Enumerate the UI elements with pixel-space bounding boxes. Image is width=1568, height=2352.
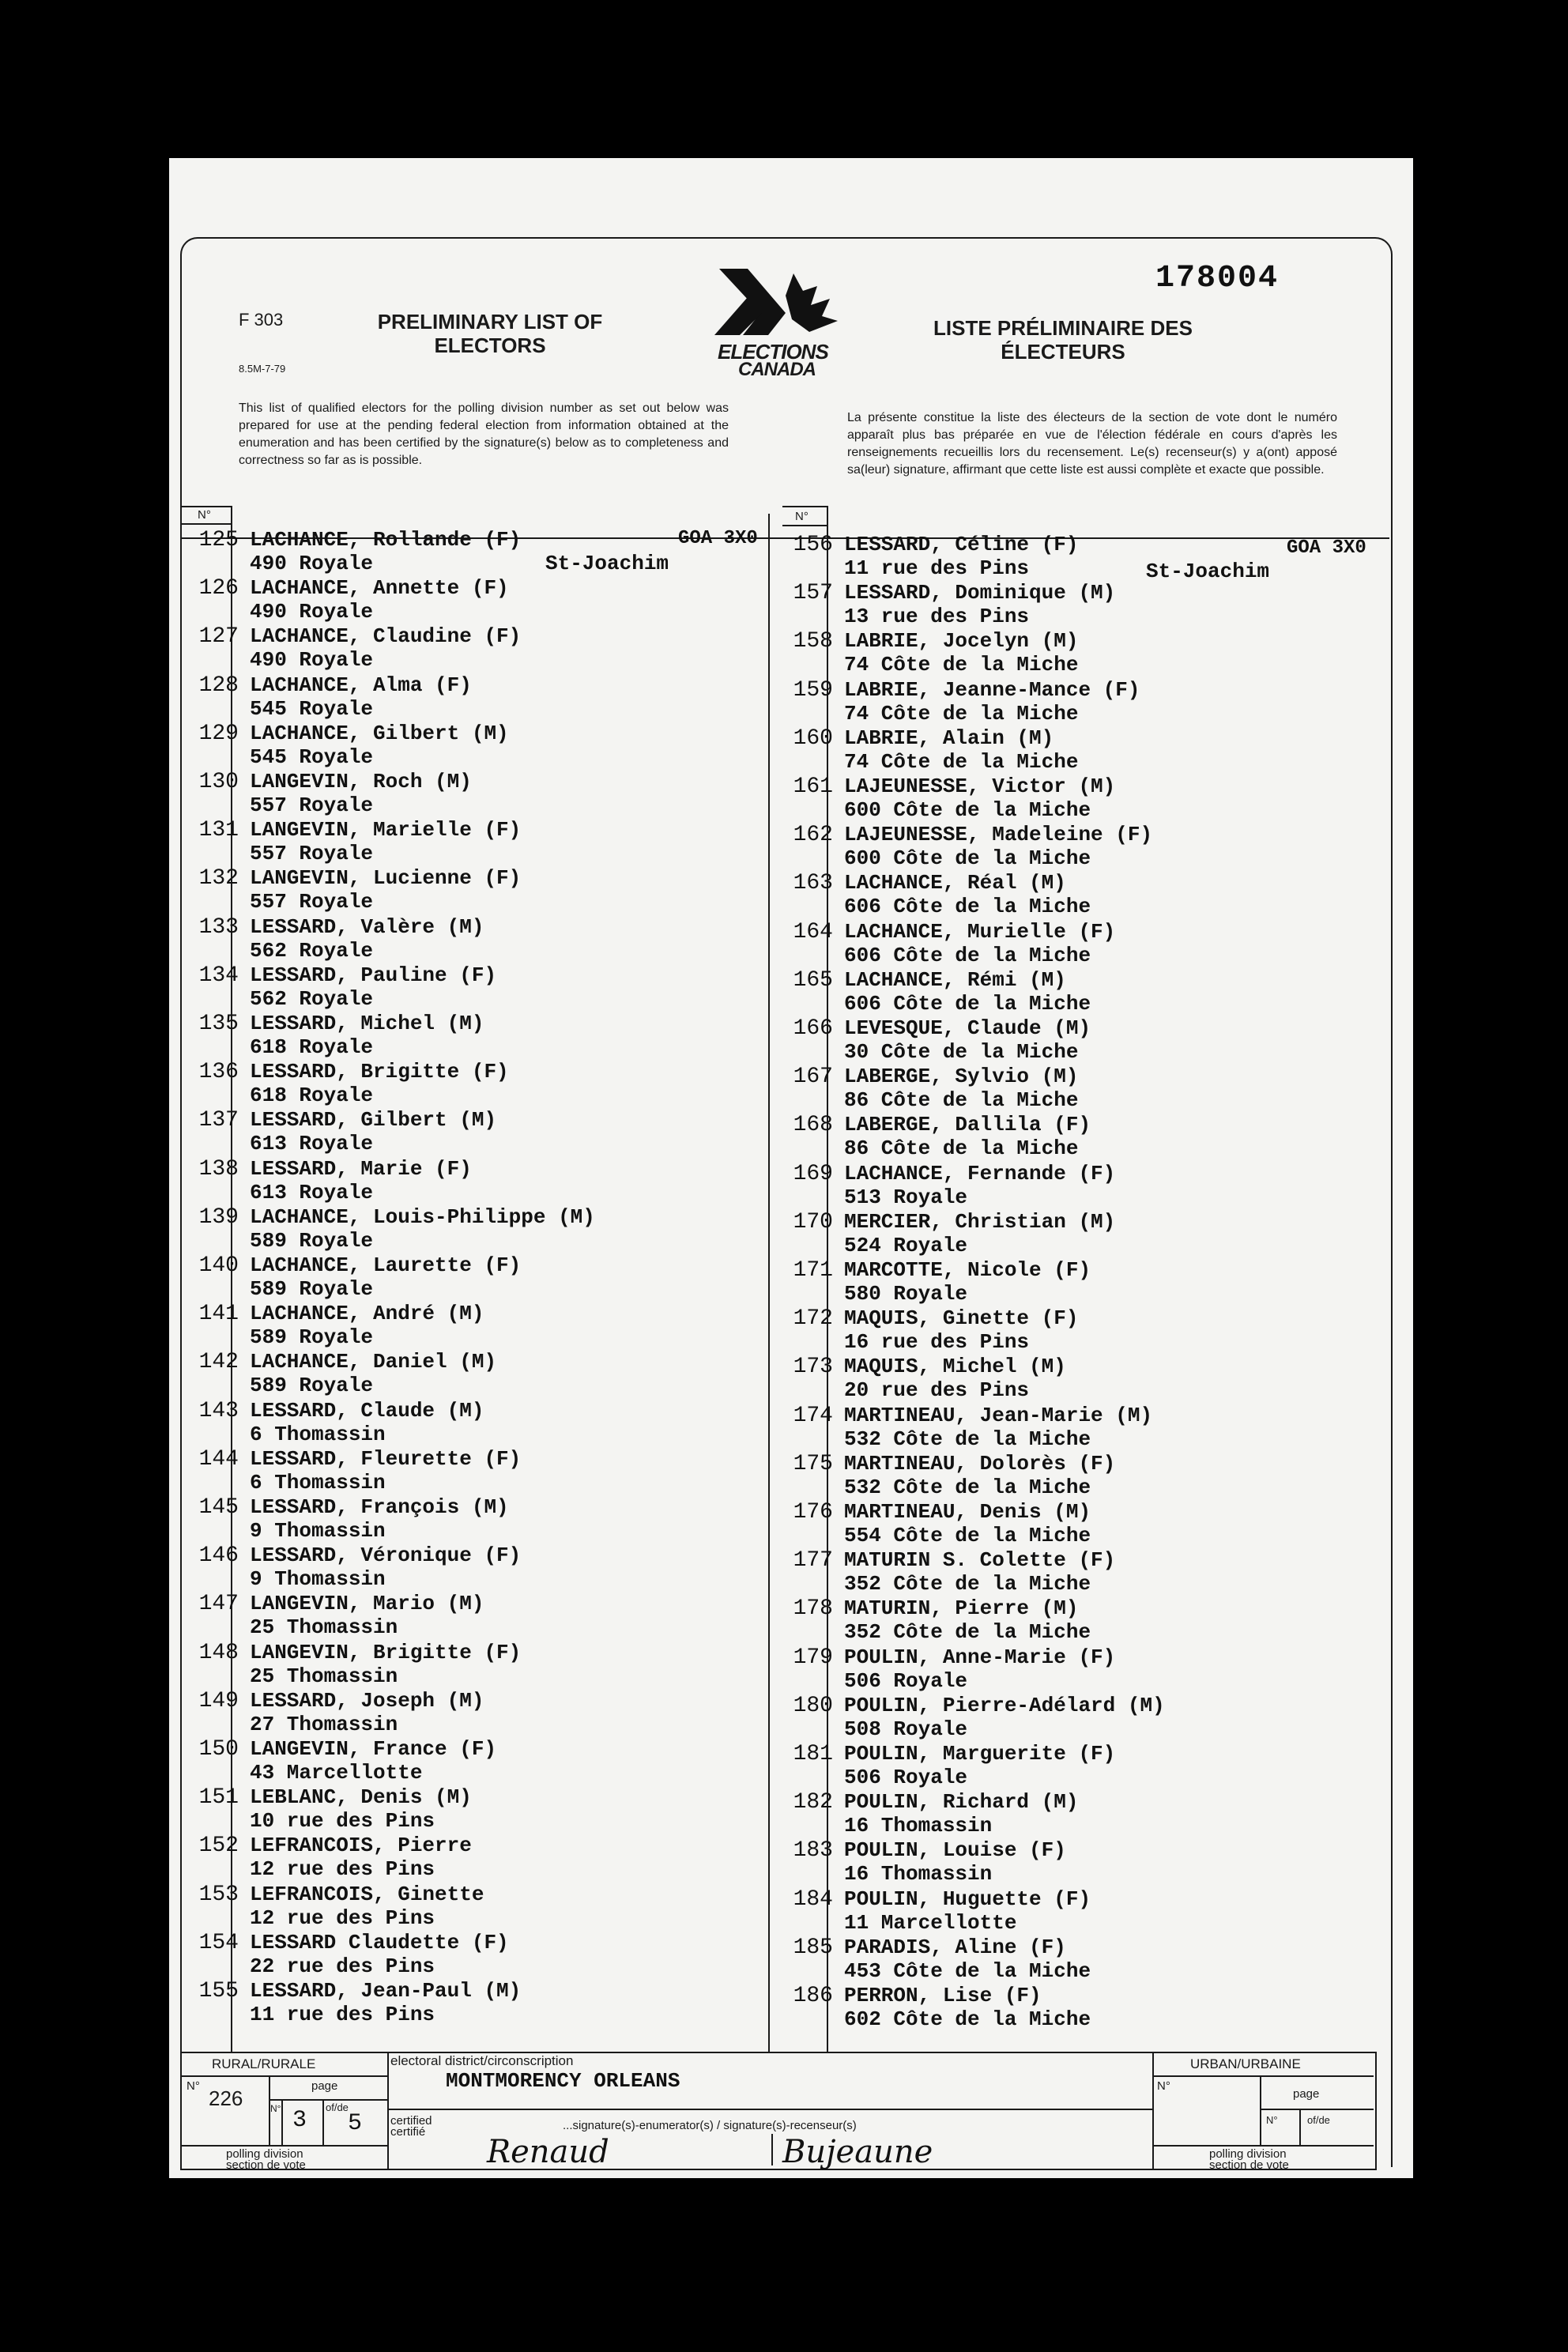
elector-number: 141 — [198, 1302, 239, 1327]
elector-number: 154 — [198, 1930, 239, 1955]
right-municipality: St-Joachim — [1146, 560, 1270, 583]
elector-name: LANGEVIN, Mario (M) — [250, 1592, 484, 1616]
elector-name: LEBLANC, Denis (M) — [250, 1785, 472, 1810]
elector-address: 618 Royale — [250, 1035, 374, 1059]
right-numhdr-top — [782, 506, 827, 507]
elector-name: LACHANCE, Annette (F) — [250, 576, 509, 601]
elector-address: 589 Royale — [250, 1325, 374, 1350]
elector-number: 177 — [793, 1548, 833, 1574]
elector-name: LABERGE, Dallila (F) — [844, 1113, 1091, 1137]
elector-address: 13 rue des Pins — [844, 605, 1030, 629]
elector-number: 169 — [793, 1161, 833, 1186]
rural-polling-label-2: section de vote — [226, 2158, 306, 2172]
elector-name: MARTINEAU, Jean-Marie (M) — [844, 1403, 1153, 1427]
left-num-header: N° — [198, 508, 211, 522]
rural-no-label: N° — [187, 2079, 200, 2093]
elector-address: 613 Royale — [250, 1180, 374, 1204]
elector-address: 490 Royale — [250, 600, 374, 624]
elector-number: 170 — [793, 1209, 833, 1234]
elector-number: 134 — [198, 963, 239, 988]
elector-address: 25 Thomassin — [250, 1615, 398, 1640]
elector-name: LESSARD, Fleurette (F) — [250, 1446, 522, 1471]
elector-name: POULIN, Anne-Marie (F) — [844, 1645, 1116, 1669]
elector-name: LACHANCE, André (M) — [250, 1302, 484, 1326]
elector-name: LABRIE, Jeanne-Mance (F) — [844, 677, 1140, 702]
elector-name: MATURIN, Pierre (M) — [844, 1596, 1079, 1621]
elector-address: 490 Royale — [250, 552, 374, 575]
elector-name: LAJEUNESSE, Victor (M) — [844, 775, 1116, 798]
elector-address: 12 rue des Pins — [250, 1905, 435, 1930]
elector-number: 131 — [198, 818, 239, 843]
elector-number: 136 — [198, 1060, 239, 1085]
elector-address: 613 Royale — [250, 1132, 374, 1156]
elector-name: LANGEVIN, France (F) — [250, 1737, 497, 1761]
intro-english: This list of qualified electors for the polling division number as set out below was prepared for use at the pending federal election from information obtained at the enumeration and has been certified by the signature(s) below as to completeness and correctness so far as is possible. — [239, 401, 729, 467]
elector-address: 9 Thomassin — [250, 1519, 386, 1543]
elector-name: LAJEUNESSE, Madeleine (F) — [844, 823, 1153, 847]
elector-number: 164 — [793, 919, 833, 944]
footer-rule-rural-top — [180, 2075, 387, 2077]
elector-number: 145 — [198, 1495, 239, 1520]
elector-number: 180 — [793, 1693, 833, 1718]
elector-number: 127 — [198, 624, 239, 650]
elector-name: LACHANCE, Daniel (M) — [250, 1350, 497, 1374]
elector-number: 171 — [793, 1258, 833, 1283]
elector-number: 157 — [793, 581, 833, 606]
elector-address: 352 Côte de la Miche — [844, 1620, 1091, 1645]
elector-address: 6 Thomassin — [250, 1470, 386, 1494]
elector-address: 532 Côte de la Miche — [844, 1427, 1091, 1451]
elector-number: 159 — [793, 677, 833, 703]
title-french: LISTE PRÉLIMINAIRE DES ÉLECTEURS — [933, 316, 1193, 364]
elector-address: 25 Thomassin — [250, 1664, 398, 1688]
elector-name: MAQUIS, Ginette (F) — [844, 1306, 1079, 1331]
elector-name: LESSARD, Valère (M) — [250, 914, 484, 939]
elector-number: 142 — [198, 1350, 239, 1375]
elector-address: 524 Royale — [844, 1233, 968, 1257]
elector-name: MAQUIS, Michel (M) — [844, 1355, 1066, 1379]
logo-text-elections: ELECTIONS — [718, 340, 828, 364]
elector-number: 151 — [198, 1785, 239, 1811]
elector-name: LACHANCE, Louis-Philippe (M) — [250, 1204, 595, 1229]
elector-number: 161 — [793, 775, 833, 799]
elector-name: MATURIN S. Colette (F) — [844, 1548, 1116, 1573]
urban-no-label: N° — [1157, 2079, 1170, 2093]
footer-rule-rural-page — [281, 2099, 283, 2145]
elector-name: PARADIS, Aline (F) — [844, 1935, 1066, 1959]
elector-address: 618 Royale — [250, 1084, 374, 1108]
elector-name: LANGEVIN, Roch (M) — [250, 770, 472, 793]
elector-number: 147 — [198, 1592, 239, 1617]
elector-number: 181 — [793, 1742, 833, 1766]
elector-address: 513 Royale — [844, 1185, 968, 1209]
elector-number: 138 — [198, 1156, 239, 1182]
elector-number: 140 — [198, 1253, 239, 1278]
elector-address: 557 Royale — [250, 890, 374, 914]
elector-name: LEFRANCOIS, Ginette — [250, 1882, 484, 1906]
elector-name: LABRIE, Alain (M) — [844, 726, 1054, 750]
elector-address: 532 Côte de la Miche — [844, 1475, 1091, 1499]
elector-number: 153 — [198, 1882, 239, 1907]
elector-name: LESSARD, François (M) — [250, 1495, 509, 1519]
left-postal-code: GOA 3X0 — [678, 528, 758, 549]
elector-number: 146 — [198, 1544, 239, 1569]
elector-number: 132 — [198, 866, 239, 891]
elector-number: 149 — [198, 1688, 239, 1713]
serial-number: 178004 — [1155, 261, 1280, 296]
elector-number: 166 — [793, 1016, 833, 1041]
elector-name: POULIN, Huguette (F) — [844, 1886, 1091, 1911]
urban-page-label: page — [1293, 2087, 1320, 2101]
elector-name: LACHANCE, Fernande (F) — [844, 1161, 1116, 1185]
elector-number: 160 — [793, 726, 833, 751]
elector-address: 11 Marcellotte — [844, 1910, 1017, 1935]
elector-name: LANGEVIN, Marielle (F) — [250, 818, 522, 842]
elector-address: 11 rue des Pins — [250, 2003, 435, 2026]
elector-name: LESSARD, Dominique (M) — [844, 581, 1116, 605]
elector-name: LABERGE, Sylvio (M) — [844, 1065, 1079, 1089]
certified-label-en: certified — [390, 2114, 432, 2128]
elector-address: 557 Royale — [250, 842, 374, 866]
urban-of-label: of/de — [1307, 2114, 1330, 2126]
elector-number: 184 — [793, 1886, 833, 1912]
elector-number: 155 — [198, 1979, 239, 2003]
footer-rule-urban-of — [1299, 2109, 1301, 2145]
left-numhdr-bottom — [180, 523, 231, 525]
intro-french: La présente constitue la liste des électeurs de la section de vote dont le numéro apparaît plus bas préparée en vue de l'élection fédérale en cours d'après les renseignements recueillis lors du recensement. Le(s) recenseur(s) y a(ont) apposé sa(leur) signature, affirmant que cette liste est aussi complète et exacte que possible. — [847, 411, 1337, 477]
signature-enumerator-1: Renaud — [487, 2134, 609, 2170]
elector-number: 135 — [198, 1012, 239, 1036]
rural-page-label: page — [311, 2079, 338, 2093]
elector-number: 148 — [198, 1640, 239, 1665]
elector-name: POULIN, Marguerite (F) — [844, 1742, 1116, 1766]
elector-number: 174 — [793, 1403, 833, 1428]
left-municipality: St-Joachim — [545, 552, 669, 575]
elector-address: 589 Royale — [250, 1374, 374, 1398]
elector-address: 545 Royale — [250, 744, 374, 769]
elector-address: 12 rue des Pins — [250, 1857, 435, 1882]
elector-number: 162 — [793, 823, 833, 848]
elector-name: LACHANCE, Claudine (F) — [250, 624, 522, 649]
elections-canada-logo — [699, 264, 873, 381]
elector-number: 175 — [793, 1451, 833, 1476]
elector-name: LANGEVIN, Lucienne (F) — [250, 866, 522, 891]
form-revision: 8.5M-7-79 — [239, 363, 286, 375]
elector-number: 163 — [793, 871, 833, 896]
left-numhdr-top — [180, 506, 231, 507]
signature-divider — [771, 2134, 773, 2165]
elector-number: 126 — [198, 576, 239, 601]
elector-address: 74 Côte de la Miche — [844, 701, 1079, 726]
elector-number: 143 — [198, 1398, 239, 1423]
elector-address: 86 Côte de la Miche — [844, 1088, 1079, 1113]
elector-address: 508 Royale — [844, 1717, 968, 1741]
elector-name: LANGEVIN, Brigitte (F) — [250, 1640, 522, 1664]
elector-address: 554 Côte de la Miche — [844, 1524, 1091, 1547]
elector-address: 6 Thomassin — [250, 1422, 386, 1446]
rural-page-no-label: N° — [270, 2103, 281, 2114]
elector-number: 178 — [793, 1596, 833, 1622]
elector-number: 173 — [793, 1355, 833, 1380]
elector-name: MARTINEAU, Dolorès (F) — [844, 1451, 1116, 1476]
elector-number: 144 — [198, 1446, 239, 1472]
elector-name: MARTINEAU, Denis (M) — [844, 1500, 1091, 1524]
elector-name: LESSARD, Gilbert (M) — [250, 1108, 497, 1133]
elector-name: LESSARD, Joseph (M) — [250, 1688, 484, 1713]
elector-address: 27 Thomassin — [250, 1712, 398, 1736]
elector-name: LESSARD, Brigitte (F) — [250, 1060, 509, 1084]
elector-address: 506 Royale — [844, 1766, 968, 1789]
footer-rule-urban-mid — [1152, 2145, 1374, 2147]
elector-name: LESSARD, Michel (M) — [250, 1012, 484, 1035]
elector-address: 490 Royale — [250, 648, 374, 673]
rural-polling-label-1: polling division — [226, 2147, 303, 2161]
page-total: 5 — [348, 2110, 363, 2137]
right-numhdr-bottom — [782, 525, 827, 526]
elector-address: 74 Côte de la Miche — [844, 653, 1079, 677]
elector-name: LACHANCE, Laurette (F) — [250, 1253, 522, 1277]
elector-address: 589 Royale — [250, 1228, 374, 1253]
elector-address: 506 Royale — [844, 1668, 968, 1693]
elector-name: LACHANCE, Rollande (F) — [250, 528, 522, 552]
polling-division-number: 226 — [209, 2086, 243, 2110]
form-code: F 303 — [239, 310, 284, 330]
elector-name: LEVESQUE, Claude (M) — [844, 1016, 1091, 1040]
rural-label: RURAL/RURALE — [212, 2056, 316, 2071]
elector-name: LACHANCE, Rémi (M) — [844, 967, 1066, 992]
elector-name: LESSARD, Pauline (F) — [250, 963, 497, 987]
title-english: PRELIMINARY LIST OF ELECTORS — [377, 310, 603, 357]
elector-name: MERCIER, Christian (M) — [844, 1209, 1116, 1234]
elector-number: 176 — [793, 1500, 833, 1525]
elector-name: LESSARD Claudette (F) — [250, 1930, 509, 1954]
footer-rule-urban-page-h — [1260, 2109, 1374, 2110]
elector-address: 16 Thomassin — [844, 1814, 993, 1838]
urban-polling-label-1: polling division — [1209, 2147, 1287, 2161]
elector-address: 352 Côte de la Miche — [844, 1572, 1091, 1596]
elector-address: 606 Côte de la Miche — [844, 991, 1091, 1016]
elector-number: 158 — [793, 629, 833, 654]
footer-rule-rural-page-h — [269, 2099, 387, 2101]
elector-number: 129 — [198, 721, 239, 746]
elector-name: LESSARD, Claude (M) — [250, 1398, 484, 1423]
elector-address: 580 Royale — [844, 1282, 968, 1306]
footer-rule-urban — [1152, 2052, 1154, 2169]
elector-number: 152 — [198, 1834, 239, 1859]
signature-label: ...signature(s)-enumerator(s) / signature(s)-recenseur(s) — [563, 2119, 857, 2132]
footer-rule-certified — [387, 2109, 1152, 2110]
elector-address: 602 Côte de la Miche — [844, 2007, 1091, 2031]
elector-number: 156 — [793, 533, 833, 557]
elector-name: POULIN, Pierre-Adélard (M) — [844, 1693, 1165, 1717]
elector-address: 545 Royale — [250, 696, 374, 721]
elector-address: 9 Thomassin — [250, 1567, 386, 1592]
logo-text-canada: CANADA — [738, 359, 816, 380]
elector-address: 562 Royale — [250, 938, 374, 963]
elector-number: 182 — [793, 1790, 833, 1815]
elector-name: LESSARD, Céline (F) — [844, 533, 1079, 556]
elector-address: 20 rue des Pins — [844, 1378, 1030, 1403]
elector-number: 179 — [793, 1645, 833, 1670]
elector-name: POULIN, Richard (M) — [844, 1790, 1079, 1815]
elector-address: 16 Thomassin — [844, 1862, 993, 1886]
page-number: 3 — [292, 2107, 307, 2134]
elector-number: 125 — [198, 528, 239, 552]
elector-number: 130 — [198, 770, 239, 794]
elector-name: LABRIE, Jocelyn (M) — [844, 629, 1079, 654]
footer-rule-urban-no — [1260, 2075, 1261, 2145]
elector-address: 16 rue des Pins — [844, 1330, 1030, 1355]
district-label: electoral district/circonscription — [390, 2053, 574, 2068]
footer-rule-rural — [387, 2052, 389, 2169]
footer-rule-urban-top — [1152, 2075, 1374, 2077]
elector-address: 453 Côte de la Miche — [844, 1958, 1091, 1983]
elector-address: 600 Côte de la Miche — [844, 798, 1091, 822]
elector-address: 606 Côte de la Miche — [844, 895, 1091, 919]
district-name: MONTMORENCY ORLEANS — [446, 2069, 680, 2093]
rural-of-label: of/de — [326, 2101, 349, 2113]
elector-address: 11 rue des Pins — [844, 556, 1030, 580]
right-postal-code: GOA 3X0 — [1287, 537, 1366, 559]
elector-number: 186 — [793, 1984, 833, 2008]
elector-address: 600 Côte de la Miche — [844, 846, 1091, 871]
elector-address: 10 rue des Pins — [250, 1809, 435, 1834]
elector-number: 168 — [793, 1113, 833, 1138]
elector-name: LACHANCE, Murielle (F) — [844, 919, 1116, 944]
urban-polling-label-2: section de vote — [1209, 2158, 1289, 2172]
elector-address: 30 Côte de la Miche — [844, 1040, 1079, 1064]
certified-label-fr: certifié — [390, 2125, 426, 2139]
elector-name: MARCOTTE, Nicole (F) — [844, 1258, 1091, 1282]
footer-rule-rural-mid — [180, 2145, 387, 2147]
footer-rule-rural-of — [322, 2099, 324, 2145]
elector-number: 137 — [198, 1108, 239, 1133]
elector-address: 74 Côte de la Miche — [844, 749, 1079, 774]
elector-number: 150 — [198, 1737, 239, 1762]
signature-enumerator-2: Bujeaune — [782, 2134, 933, 2170]
urban-label: URBAN/URBAINE — [1190, 2056, 1301, 2071]
maple-leaf-x-icon — [699, 264, 873, 351]
elector-address: 589 Royale — [250, 1277, 374, 1301]
elector-name: PERRON, Lise (F) — [844, 1984, 1042, 2007]
elector-name: LACHANCE, Gilbert (M) — [250, 721, 509, 745]
elector-address: 22 rue des Pins — [250, 1954, 435, 1978]
elector-number: 167 — [793, 1065, 833, 1090]
elector-address: 557 Royale — [250, 793, 374, 817]
elector-name: LEFRANCOIS, Pierre — [250, 1834, 472, 1858]
elector-number: 165 — [793, 967, 833, 993]
elector-name: LACHANCE, Alma (F) — [250, 673, 472, 697]
elector-address: 606 Côte de la Miche — [844, 943, 1091, 967]
elector-number: 183 — [793, 1838, 833, 1864]
right-num-header: N° — [795, 510, 808, 523]
center-divider-rule — [768, 514, 770, 2052]
urban-page-no-label: N° — [1266, 2114, 1278, 2126]
elector-address: 86 Côte de la Miche — [844, 1136, 1079, 1161]
elector-number: 139 — [198, 1204, 239, 1230]
elector-number: 133 — [198, 914, 239, 940]
elector-name: LESSARD, Jean-Paul (M) — [250, 1979, 522, 2003]
elector-name: LACHANCE, Réal (M) — [844, 871, 1066, 895]
elector-number: 172 — [793, 1306, 833, 1332]
elector-name: POULIN, Louise (F) — [844, 1838, 1066, 1863]
elector-name: LESSARD, Marie (F) — [250, 1156, 472, 1181]
elector-number: 185 — [793, 1935, 833, 1960]
elector-number: 128 — [198, 673, 239, 698]
elector-address: 43 Marcellotte — [250, 1761, 423, 1785]
elector-address: 562 Royale — [250, 986, 374, 1011]
elector-name: LESSARD, Véronique (F) — [250, 1544, 522, 1568]
